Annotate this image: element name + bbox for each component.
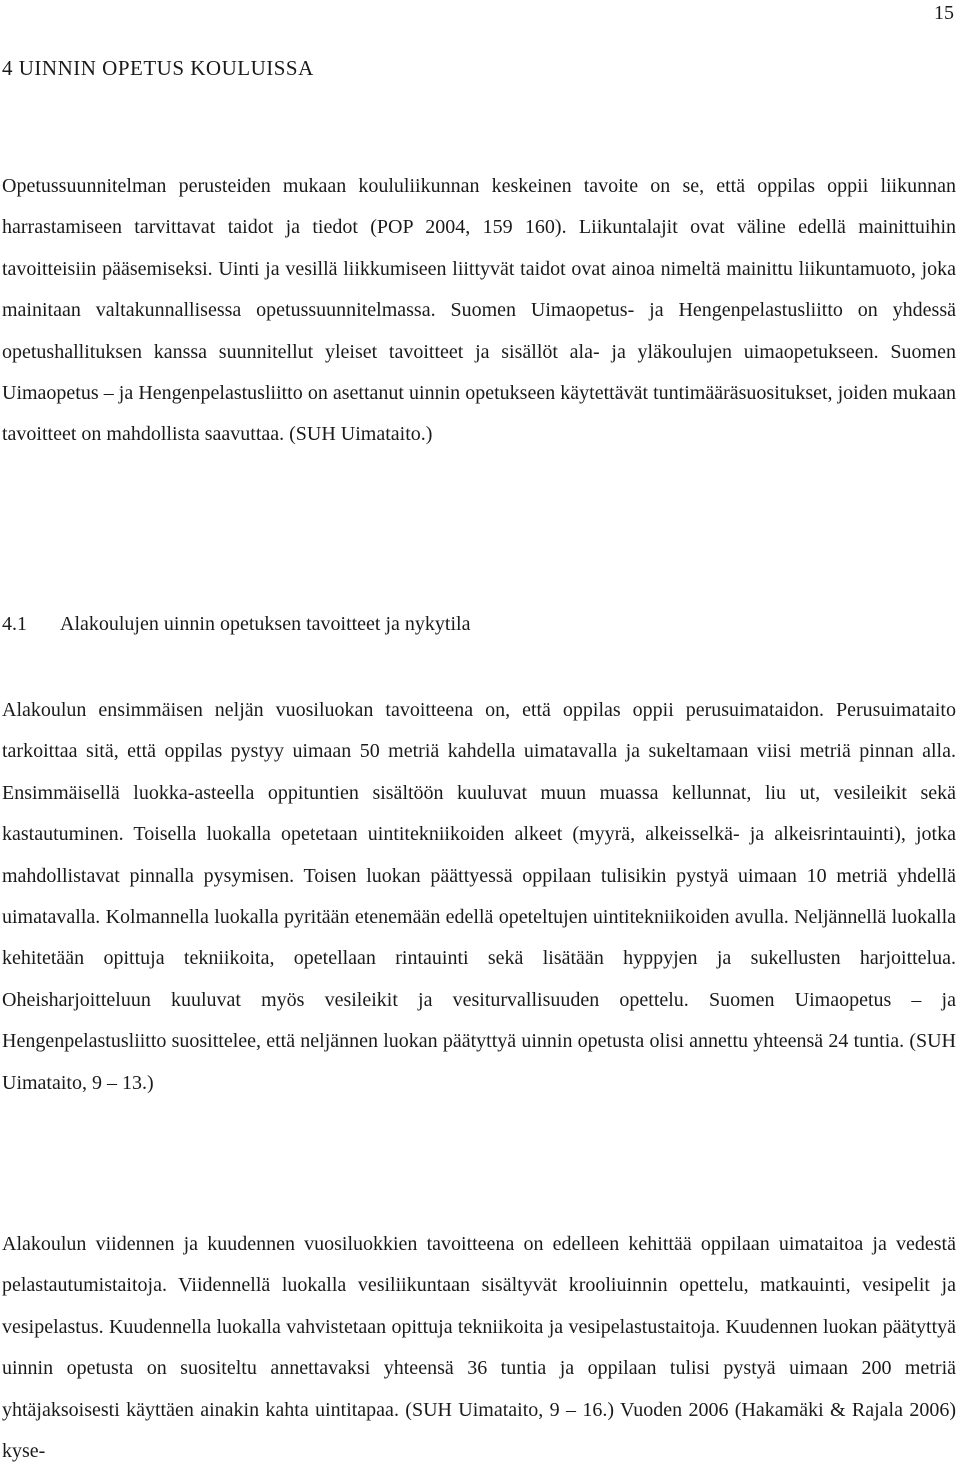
section-heading bbox=[2, 613, 470, 636]
chapter-heading: 4 UINNIN OPETUS KOULUISSA bbox=[2, 56, 314, 80]
section-number: 4.1 bbox=[2, 613, 27, 635]
section-title: Alakoulujen uinnin opetuksen tavoitteet ja nykytila bbox=[60, 613, 471, 635]
paragraph: Alakoulun viidennen ja kuudennen vuosiluokkien tavoitteena on edelleen kehittää oppilaan uimataitoa ja vedestä pelastautumistaitoja. Viidennellä luokalla vesiliikuntaan sisältyvät krooliuinnin opettelu, matkauinti, vesipelit ja vesipelastus. Kuudennella luokalla vahvistetaan opittuja tekniikoita ja vesipelastustaitoja. Kuudennen luokan päätyttyä uinnin opetusta on suositeltu annettavaksi yhteensä 36 tuntia ja oppilaan tulisi pystyä uimaan 200 metriä yhtäjaksoisesti käyttäen ainakin kahta uintitapaa. (SUH Uimataito, 9 – 16.) Vuoden 2006 (Hakamäki & Rajala 2006) kyse- bbox=[2, 1233, 956, 1463]
paragraph: Opetussuunnitelman perusteiden mukaan koululiikunnan keskeinen tavoite on se, että oppilas oppii liikunnan harrastamiseen tarvittavat taidot ja tiedot (POP 2004, 159 160). Liikuntalajit ovat väline edellä mainittuihin tavoitteisiin pääsemiseksi. Uinti ja vesillä liikkumiseen liittyvät taidot ovat ainoa nimeltä mainittu liikuntamuoto, joka mainitaan valtakunnallisessa opetussuunnitelmassa. Suomen Uimaopetus- ja Hengenpelastusliitto on yhdessä opetushallituksen kanssa suunnitellut yleiset tavoitteet ja sisällöt ala- ja yläkoulujen uimaopetukseen. Suomen Uimaopetus – ja Hengenpelastusliitto on asettanut uinnin opetukseen käytettävät tuntimääräsuositukset, joiden mukaan tavoitteet on mahdollista saavuttaa. (SUH Uimataito.) bbox=[2, 175, 956, 446]
paragraph: Alakoulun ensimmäisen neljän vuosiluokan tavoitteena on, että oppilas oppii perusuimataidon. Perusuimataito tarkoittaa sitä, että oppilas pystyy uimaan 50 metriä kahdella uimatavalla ja sukeltamaan viisi metriä pinnan alla. Ensimmäisellä luokka-asteella oppituntien sisältöön kuuluvat muun muassa kellunnat, liu ut, vesileikit sekä kastautuminen. Toisella luokalla opetetaan uintitekniikoiden alkeet (myyrä, alkeisselkä- ja alkeisrintauinti), jotka mahdollistavat pinnalla pysymisen. Toisen luokan päättyessä oppilaan tulisikin pystyä uimaan 10 metriä yhdellä uimatavalla. Kolmannella luokalla pyritään etenemään edellä opeteltujen uintitekniikoiden avulla. Neljännellä luokalla kehitetään opittuja tekniikoita, opetellaan rintauinti sekä lisätään hyppyjen ja sukellusten harjoittelua. Oheisharjoitteluun kuuluvat myös vesileikit ja vesiturvallisuuden opettelu. Suomen Uimaopetus – ja Hengenpelastusliitto suosittelee, että neljännen luokan päätyttyä uinnin opetusta olisi annettu yhteensä 24 tuntia. (SUH Uimataito, 9 – 13.) bbox=[2, 699, 956, 1094]
page-number: 15 bbox=[934, 2, 954, 24]
